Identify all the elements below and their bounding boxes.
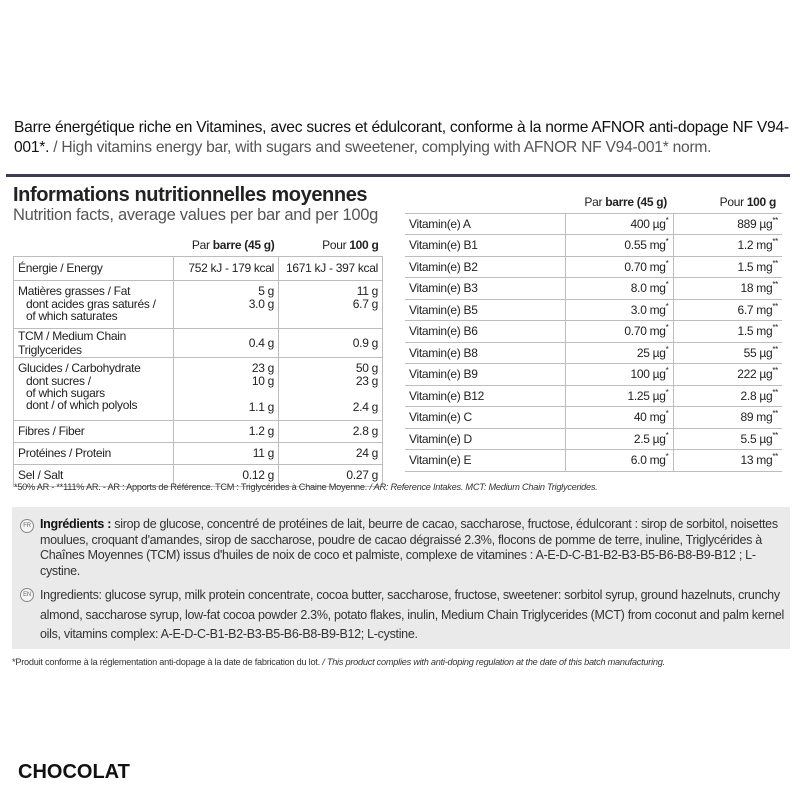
- row-label: TCM / Medium Chain Triglycerides: [14, 328, 174, 357]
- col-per-bar-header: Par barre (45 g): [174, 234, 279, 256]
- row-value-bar: 23 g: [251, 360, 274, 375]
- row-sub-label: dont sucres /: [26, 373, 91, 388]
- vitamin-label: Vitamin(e) D: [409, 431, 472, 446]
- antidoping-footnote: [12, 657, 665, 667]
- row-value-bar: 1.2 g: [174, 420, 279, 442]
- vitamin-value-100g: 5.5 µg: [740, 431, 773, 446]
- vitamins-table: [405, 191, 782, 472]
- table-row: [405, 213, 782, 235]
- footnote-marker: *: [665, 430, 669, 440]
- vitamin-value-100g: 55 µg: [743, 345, 773, 360]
- nutrition-section: [13, 184, 383, 487]
- table-row: [405, 364, 782, 386]
- table-row: [405, 256, 782, 278]
- vitamin-value-bar: 8.0 mg: [630, 281, 666, 296]
- vitamin-value-bar: 1.25 µg: [627, 388, 666, 403]
- footnote-marker: *: [665, 344, 669, 354]
- row-value-100g: 2.8 g: [279, 420, 383, 442]
- table-row: [405, 428, 782, 450]
- footnote-marker: *: [665, 387, 669, 397]
- footnote-marker: **: [772, 237, 778, 247]
- row-value-bar: 5 g: [258, 283, 274, 298]
- reference-intakes-footnote: [14, 482, 598, 492]
- footnote-marker: **: [772, 409, 778, 419]
- row-value-bar: 0.12 g: [174, 464, 279, 486]
- table-row: [405, 278, 782, 300]
- vitamin-label: Vitamin(e) B1: [409, 238, 478, 253]
- row-value-bar: 0.4 g: [174, 328, 279, 357]
- footnote-marker: *: [665, 280, 669, 290]
- fr-flag-icon: FR: [20, 519, 34, 533]
- row-sub-label: of which sugars: [26, 385, 105, 400]
- table-row: [14, 357, 383, 420]
- footnote-marker: *: [665, 409, 669, 419]
- col-per-100g-header: Pour 100 g: [279, 234, 383, 256]
- antidoping-en: / This product complies with anti-doping regulation at the date of this batch manufacturing.: [319, 657, 665, 667]
- row-label: Sel / Salt: [14, 464, 174, 486]
- table-row: [405, 450, 782, 472]
- vitamin-value-bar: 0.70 mg: [624, 324, 666, 339]
- table-row: [405, 407, 782, 429]
- footnote-marker: **: [772, 344, 778, 354]
- footnote-marker: **: [772, 258, 778, 268]
- vitamin-value-bar: 100 µg: [630, 367, 666, 382]
- footnote-marker: *: [665, 323, 669, 333]
- footnote-marker: *: [665, 215, 669, 225]
- vitamin-label: Vitamin(e) B2: [409, 259, 478, 274]
- vitamin-label: Vitamin(e) B8: [409, 345, 478, 360]
- footnote-en: / AR: Reference Intakes. MCT: Medium Chain Triglycerides.: [367, 482, 598, 492]
- vitamin-value-100g: 889 µg: [737, 216, 773, 231]
- row-sub-value-100g: 23 g: [355, 373, 378, 388]
- vitamin-value-100g: 2.8 µg: [740, 388, 773, 403]
- vitamin-value-100g: 18 mg: [740, 281, 773, 296]
- footnote-marker: *: [665, 258, 669, 268]
- footnote-fr: *50% AR - **111% AR. - AR : Apports de Référence. TCM : Triglycérides à Chaine Moyenne.: [14, 482, 368, 492]
- vitamin-value-100g: 6.7 mg: [737, 302, 773, 317]
- footnote-marker: **: [772, 452, 778, 462]
- product-description: [14, 118, 790, 158]
- vitamins-header-row: [405, 191, 782, 213]
- ingredients-en-label: Ingredients:: [40, 588, 102, 602]
- nutrition-title: Informations nutritionnelles moyennes: [13, 184, 368, 206]
- ingredients-en: [20, 586, 790, 645]
- row-label: Énergie / Energy: [14, 256, 174, 280]
- footnote-marker: **: [772, 366, 778, 376]
- table-row: [14, 420, 383, 442]
- row-value-100g: 50 g: [355, 360, 378, 375]
- ingredients-fr-text: sirop de glucose, concentré de protéines de lait, beurre de cacao, saccharose, fructose, édulcorant : sirop de sorbitol, noisettes moulues, croquant d'amandes, sirop de saccharose, poudre de cacao dégraissé 2.3%, flocons de pomme de terre, inuline, Triglycérides à Chaînes Moyennes (TCM) issus d'huiles de noix de coco et palmiste, complexe de vitamines : A-E-D-C-B1-B2-B3-B5-B6-B8-B9-B12 ; L-cystine.: [40, 517, 778, 578]
- row-value-100g: 0.27 g: [279, 464, 383, 486]
- table-row: [405, 342, 782, 364]
- table-row: [405, 235, 782, 257]
- footnote-marker: **: [772, 301, 778, 311]
- footnote-marker: **: [772, 430, 778, 440]
- row-label: Glucides / Carbohydrate: [18, 360, 141, 375]
- col-per-100g-header: Pour 100 g: [719, 194, 776, 209]
- table-row: [14, 328, 383, 357]
- vitamin-value-100g: 89 mg: [740, 410, 773, 425]
- antidoping-fr: *Produit conforme à la réglementation anti-dopage à la date de fabrication du lot.: [12, 657, 320, 667]
- description-en: High vitamins energy bar, with sugars and sweetener, complying with AFNOR NF V94-001* norm.: [61, 139, 712, 156]
- row-value-bar: 752 kJ - 179 kcal: [174, 256, 279, 280]
- table-row: [14, 442, 383, 464]
- row-sub-value-bar: 10 g: [251, 373, 274, 388]
- row-value-100g: 0.9 g: [279, 328, 383, 357]
- vitamin-value-bar: 40 mg: [633, 410, 666, 425]
- row-sub-value-100g: 2.4 g: [352, 399, 378, 414]
- vitamin-label: Vitamin(e) B9: [409, 367, 478, 382]
- table-row: [405, 321, 782, 343]
- footnote-marker: *: [665, 301, 669, 311]
- table-row: [14, 280, 383, 328]
- table-row: [405, 385, 782, 407]
- footnote-marker: **: [772, 387, 778, 397]
- row-value-100g: 1671 kJ - 397 kcal: [279, 256, 383, 280]
- description-fr: Barre énergétique riche en Vitamines, avec sucres et édulcorant, conforme à la norme AFNOR anti-dopage NF V94-001*.: [14, 119, 789, 156]
- vitamin-label: Vitamin(e) B3: [409, 281, 478, 296]
- row-label: Matières grasses / Fat: [18, 283, 131, 298]
- row-value-100g: 11 g: [356, 283, 378, 298]
- vitamin-value-bar: 25 µg: [636, 345, 666, 360]
- row-value-100g: 24 g: [279, 442, 383, 464]
- footnote-marker: *: [665, 366, 669, 376]
- vitamin-value-100g: 1.5 mg: [737, 259, 773, 274]
- vitamin-label: Vitamin(e) A: [409, 216, 471, 231]
- vitamin-value-bar: 3.0 mg: [630, 302, 666, 317]
- en-flag-icon: EN: [20, 588, 34, 602]
- row-sub-label: of which saturates: [26, 308, 118, 323]
- row-sub-label: dont / of which polyols: [26, 397, 138, 412]
- vitamin-value-100g: 222 µg: [737, 367, 773, 382]
- section-divider: [6, 174, 790, 177]
- vitamin-label: Vitamin(e) B12: [409, 388, 484, 403]
- row-label: Fibres / Fiber: [14, 420, 174, 442]
- table-row: [405, 299, 782, 321]
- ingredients-box: [12, 507, 790, 649]
- vitamin-value-bar: 2.5 µg: [633, 431, 666, 446]
- footnote-marker: **: [772, 280, 778, 290]
- footnote-marker: **: [772, 323, 778, 333]
- row-sub-value-100g: 6.7 g: [352, 296, 378, 311]
- ingredients-fr: [20, 517, 790, 579]
- vitamin-value-bar: 0.55 mg: [624, 238, 666, 253]
- table-row: [14, 256, 383, 280]
- vitamin-value-bar: 400 µg: [630, 216, 666, 231]
- vitamin-label: Vitamin(e) C: [409, 410, 472, 425]
- vitamin-value-bar: 6.0 mg: [630, 453, 666, 468]
- description-separator: /: [49, 139, 62, 156]
- row-sub-value-bar: 3.0 g: [248, 296, 274, 311]
- footnote-marker: **: [772, 215, 778, 225]
- footnote-marker: *: [665, 452, 669, 462]
- nutrition-subtitle: Nutrition facts, average values per bar and per 100g: [13, 206, 379, 224]
- vitamin-value-100g: 1.2 mg: [737, 238, 773, 253]
- product-flavor-name: CHOCOLAT: [18, 761, 130, 783]
- vitamin-value-100g: 1.5 mg: [737, 324, 773, 339]
- nutrition-header-row: [14, 234, 383, 256]
- ingredients-fr-label: Ingrédients :: [40, 517, 112, 531]
- row-value-bar: 11 g: [174, 442, 279, 464]
- col-per-bar-header: Par barre (45 g): [584, 194, 667, 209]
- vitamin-label: Vitamin(e) B5: [409, 302, 478, 317]
- vitamin-label: Vitamin(e) B6: [409, 324, 478, 339]
- vitamins-section: [405, 191, 785, 472]
- row-sub-label: dont acides gras saturés /: [26, 296, 156, 311]
- row-label: Protéines / Protein: [14, 442, 174, 464]
- ingredients-en-text: glucose syrup, milk protein concentrate, cocoa butter, saccharose, fructose, sweetener: sorbitol syrup, ground hazelnuts, crunchy almond, saccharose syrup, low-fat cocoa powder 2.3%, potato flakes, inulin, Medium Chain Triglycerides (MCT) from coconut and palm kernel oils, vitamins complex: A-E-D-C-B1-B2-B3-B5-B6-B8-B9-B12; L-cystine.: [40, 588, 784, 641]
- nutrition-table: [13, 234, 383, 487]
- row-sub-value-bar: 1.1 g: [248, 399, 274, 414]
- vitamin-label: Vitamin(e) E: [409, 453, 472, 468]
- footnote-marker: *: [665, 237, 669, 247]
- vitamin-value-bar: 0.70 mg: [624, 259, 666, 274]
- vitamin-value-100g: 13 mg: [740, 453, 773, 468]
